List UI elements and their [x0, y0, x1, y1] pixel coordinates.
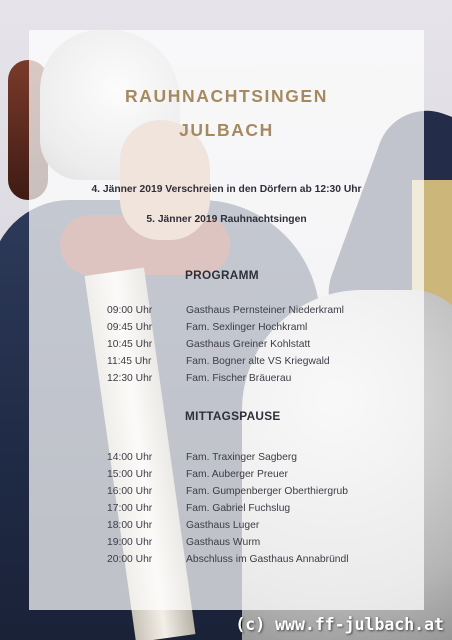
schedule-row: [0, 469, 452, 485]
schedule-time: 17:00 Uhr: [107, 503, 153, 514]
schedule-place: Gasthaus Luger: [186, 520, 260, 531]
schedule-time: 18:00 Uhr: [107, 520, 153, 531]
schedule-time: 09:00 Uhr: [107, 305, 153, 316]
schedule-row: [0, 452, 452, 468]
schedule-time: 20:00 Uhr: [107, 554, 153, 565]
schedule-row: [0, 554, 452, 570]
schedule-row: [0, 537, 452, 553]
schedule-time: 14:00 Uhr: [107, 452, 153, 463]
lunch-heading: MITTAGSPAUSE: [185, 409, 281, 423]
schedule-time: 16:00 Uhr: [107, 486, 153, 497]
info-line-1: 4. Jänner 2019 Verschreien in den Dörfern ab 12:30 Uhr: [91, 184, 362, 195]
title-line-2: JULBACH: [179, 120, 274, 140]
schedule-time: 09:45 Uhr: [107, 322, 153, 333]
schedule-row: [0, 503, 452, 519]
title-line-1: RAUHNACHTSINGEN: [125, 86, 328, 106]
schedule-row: [0, 356, 452, 372]
schedule-place: Fam. Auberger Preuer: [186, 469, 288, 480]
schedule-place: Fam. Sexlinger Hochkraml: [186, 322, 308, 333]
schedule-place: Fam. Fischer Bräuerau: [186, 373, 292, 384]
schedule-place: Fam. Gumpenberger Oberthiergrub: [186, 486, 348, 497]
program-heading: PROGRAMM: [185, 268, 259, 282]
schedule-row: [0, 373, 452, 389]
schedule-row: [0, 486, 452, 502]
schedule-time: 15:00 Uhr: [107, 469, 153, 480]
schedule-place: Fam. Traxinger Sagberg: [186, 452, 298, 463]
schedule-place: Gasthaus Pernsteiner Niederkraml: [186, 305, 344, 316]
schedule-time: 12:30 Uhr: [107, 373, 153, 384]
schedule-place: Gasthaus Greiner Kohlstatt: [186, 339, 311, 350]
schedule-time: 10:45 Uhr: [107, 339, 153, 350]
info-line-2: 5. Jänner 2019 Rauhnachtsingen: [146, 214, 307, 225]
schedule-time: 11:45 Uhr: [107, 356, 152, 367]
schedule-time: 19:00 Uhr: [107, 537, 153, 548]
schedule-row: [0, 305, 452, 321]
schedule-row: [0, 322, 452, 338]
schedule-row: [0, 339, 452, 355]
schedule-place: Fam. Bogner alte VS Kriegwald: [186, 356, 330, 367]
copyright-footer: (c) www.ff-julbach.at: [235, 615, 444, 634]
schedule-row: [0, 520, 452, 536]
schedule-place: Gasthaus Wurm: [186, 537, 261, 548]
schedule-place: Abschluss im Gasthaus Annabründl: [186, 554, 349, 565]
schedule-place: Fam. Gabriel Fuchslug: [186, 503, 291, 514]
